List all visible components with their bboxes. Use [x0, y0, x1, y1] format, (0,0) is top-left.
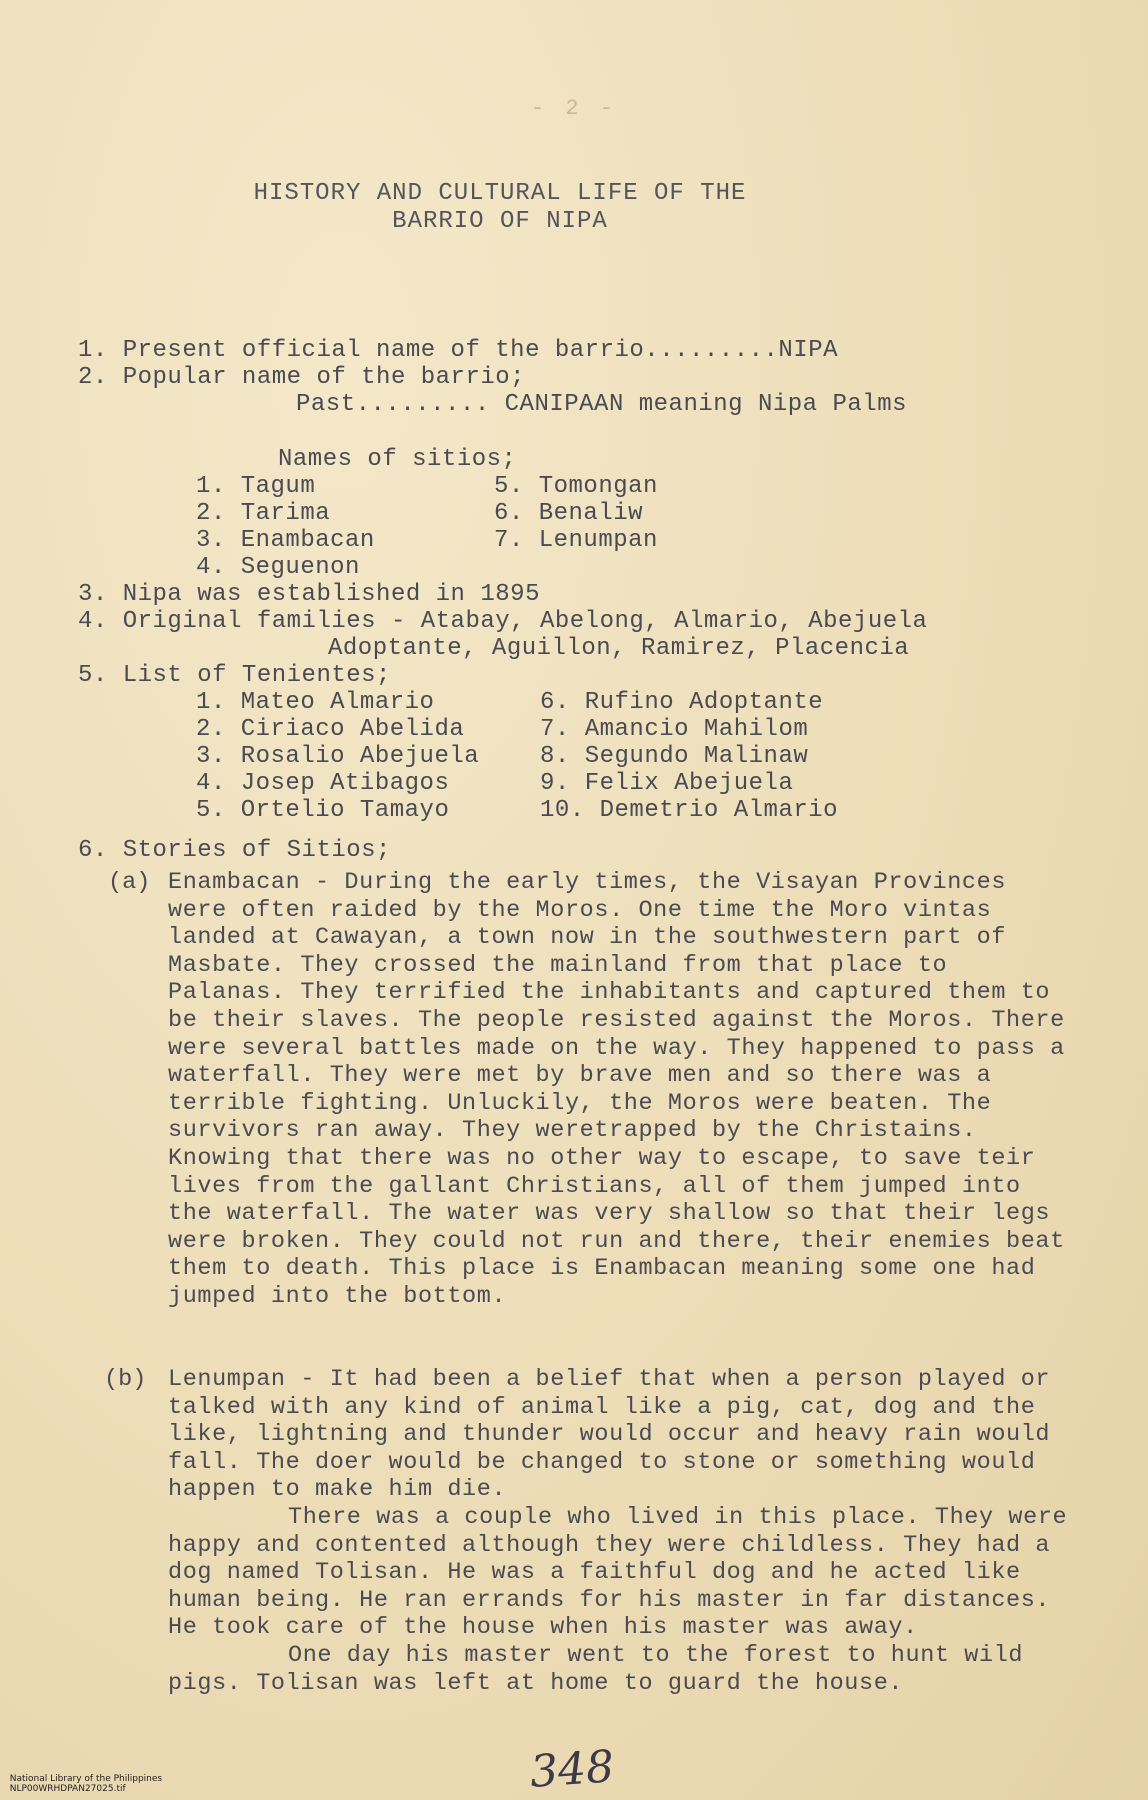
title-line-1: HISTORY AND CULTURAL LIFE OF THE: [253, 180, 747, 207]
teniente-item: 3. Rosalio Abejuela: [196, 743, 480, 770]
story-b-tag: (b): [104, 1366, 147, 1393]
title-line-2: BARRIO OF NIPA: [392, 208, 608, 235]
scan-footer: [4, 1764, 180, 1794]
story-b-paragraph-3: One day his master went to the forest to hunt wild pigs. Tolisan was left at home to guard the house.: [168, 1641, 1024, 1697]
item-1-official-name: 1. Present official name of the barrio.........NIPA: [78, 337, 839, 364]
story-b-text: Lenumpan - It had been a belief that when a person played or talked with any kind of animal like a pig, cat, dog and the like, lightning and thunder would occur and heavy rain would fall. The doer would be changed to stone or something would happen to make him die.: [168, 1366, 1051, 1504]
story-a-text: Enambacan - During the early times, the Visayan Provinces were often raided by the Moros. One time the Moro vintas landed at Cawayan, a town now in the southwestern part of Masbate. They crossed the mainland from that place to Palanas. They terrified the inhabitants and captured them to be their slaves. The people resisted against the Moros. There were several battles made on the way. They happened to pass a waterfall. They were met by brave men and so there was a terrible fighting. Unluckily, the Moros were beaten. The survivors ran away. They weretrapped by the Christains. Knowing that there was no other way to escape, to save teir lives from the gallant Christians, all of them jumped into the waterfall. The water was very shallow so that their legs were broken. They could not run and there, their enemies beat them to death. This place is Enambacan meaning some one had jumped into the bottom.: [168, 869, 1065, 1310]
sitio-item: 5. Tomongan: [494, 473, 658, 500]
footer-file: NLP00WRHDPAN27025.tif: [9, 1784, 126, 1794]
item-4-original-families-cont: Adoptante, Aguillon, Ramirez, Placencia: [328, 635, 910, 662]
item-3-established: 3. Nipa was established in 1895: [78, 581, 540, 608]
story-enambacan: [168, 869, 1068, 1311]
teniente-item: 6. Rufino Adoptante: [540, 689, 824, 716]
sitios-heading: Names of sitios;: [278, 446, 517, 473]
teniente-item: 5. Ortelio Tamayo: [196, 797, 450, 824]
teniente-item: 2. Ciriaco Abelida: [196, 716, 465, 743]
teniente-item: 4. Josep Atibagos: [196, 770, 450, 797]
story-a-tag: (a): [108, 869, 151, 896]
sitio-item: 3. Enambacan: [196, 527, 375, 554]
past-name: Past......... CANIPAAN meaning Nipa Palms: [296, 391, 907, 418]
teniente-item: 8. Segundo Malinaw: [540, 743, 809, 770]
teniente-item: 10. Demetrio Almario: [540, 797, 839, 824]
footer-library: National Library of the Philippines: [9, 1774, 163, 1784]
teniente-item: 7. Amancio Mahilom: [540, 716, 809, 743]
item-6-stories: 6. Stories of Sitios;: [78, 837, 391, 864]
handwritten-page-number: 348: [528, 1741, 616, 1798]
story-lenumpan: [168, 1366, 1068, 1697]
sitio-item: 2. Tarima: [196, 500, 331, 527]
item-4-original-families: 4. Original families - Atabay, Abelong, Almario, Abejuela: [78, 608, 928, 635]
item-2-popular-name: 2. Popular name of the barrio;: [78, 364, 526, 391]
sitio-item: 4. Seguenon: [196, 554, 360, 581]
sitio-item: 6. Benaliw: [494, 500, 644, 527]
sitio-item: 7. Lenumpan: [494, 527, 658, 554]
teniente-item: 1. Mateo Almario: [196, 689, 435, 716]
sitio-item: 1. Tagum: [196, 473, 316, 500]
page-number: - 2 -: [530, 96, 617, 121]
story-b-paragraph-2: There was a couple who lived in this place. They were happy and contented although they were childless. They had a dog named Tolisan. He was a faithful dog and he acted like human being. He ran errands for his master in far distances. He took care of the house when his master was away.: [168, 1503, 1068, 1642]
document-title: [0, 180, 1000, 236]
item-5-tenientes: 5. List of Tenientes;: [78, 662, 391, 689]
teniente-item: 9. Felix Abejuela: [540, 770, 794, 797]
